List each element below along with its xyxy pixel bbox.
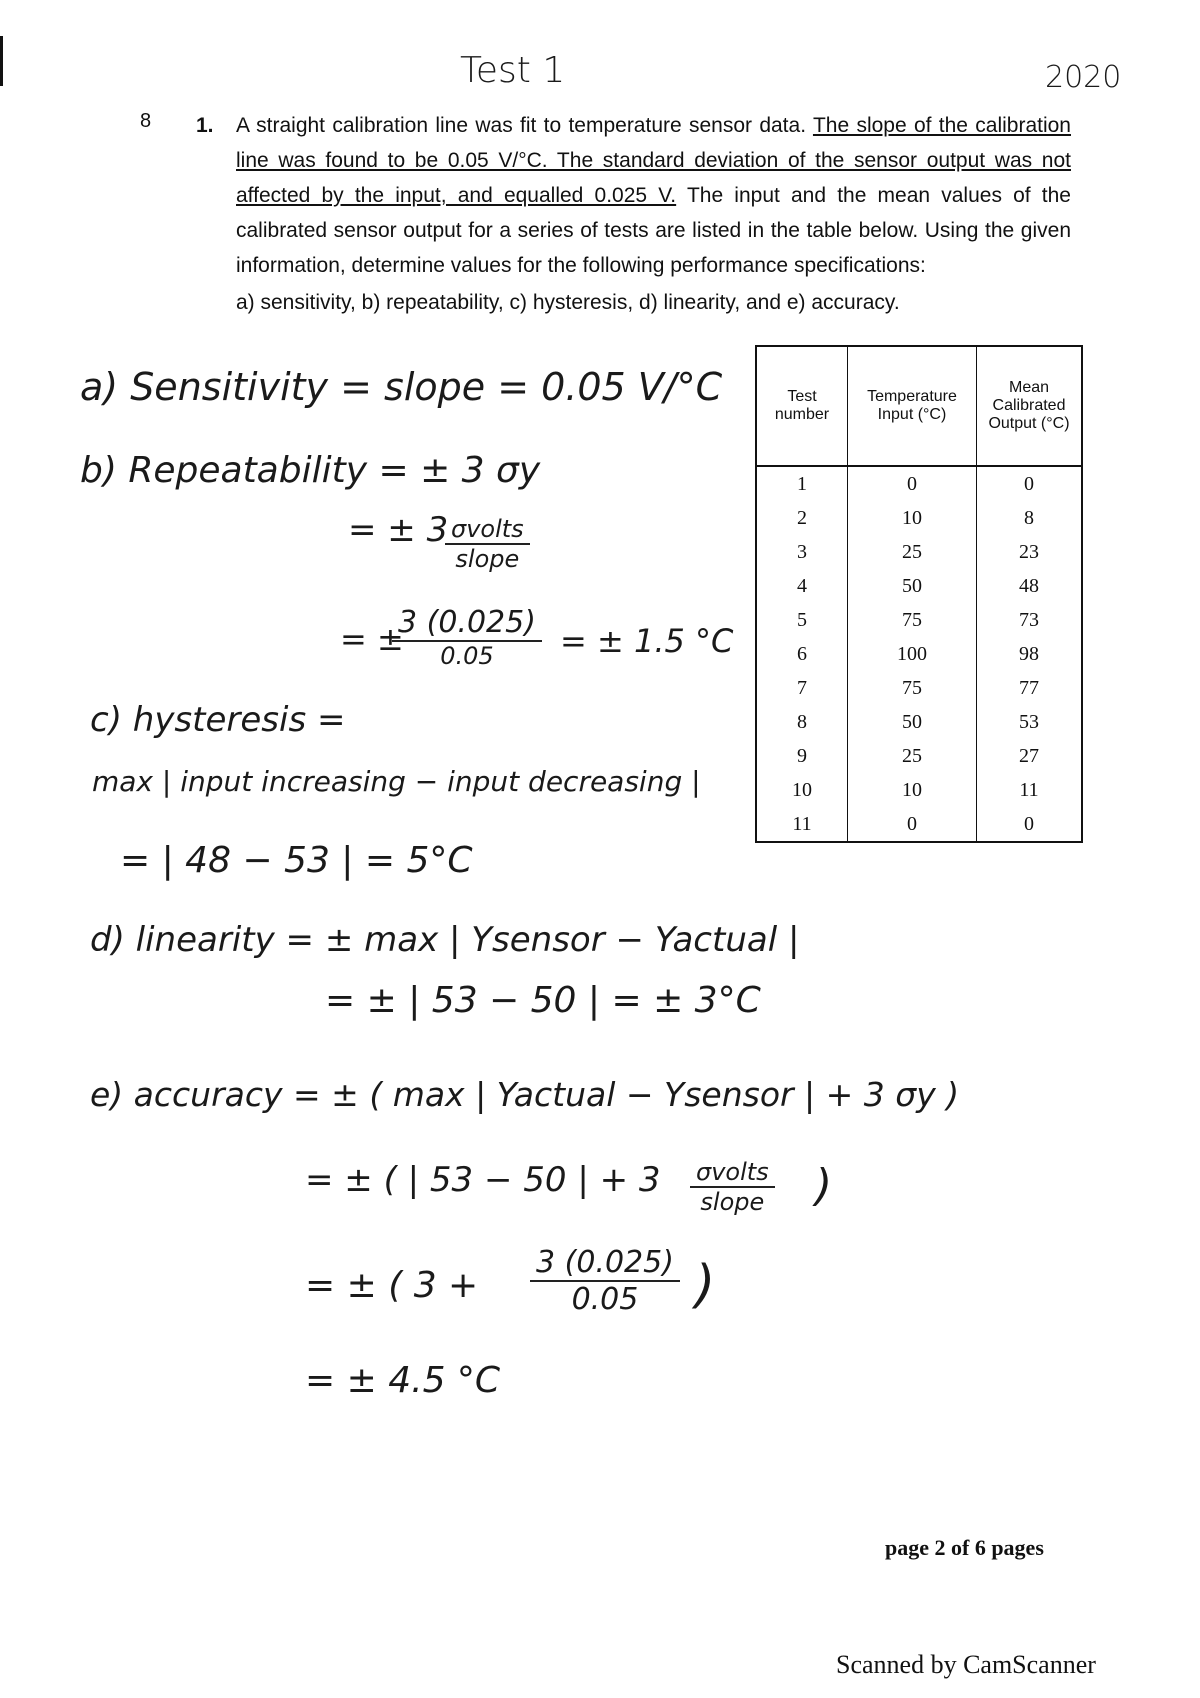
cell-test: 11 <box>756 807 848 842</box>
cell-output: 8 <box>977 501 1083 535</box>
cell-test: 4 <box>756 569 848 603</box>
cell-input: 75 <box>848 671 977 705</box>
cell-test: 6 <box>756 637 848 671</box>
answer-b-step3-fraction <box>392 605 542 670</box>
question-text <box>236 108 1071 283</box>
question-text-underlined: The slope of the calibration line was found to be 0.05 V/°C. The standard deviation of the sensor output was not affected by the input, and equalled 0.025 V. <box>236 114 1071 207</box>
header-test-number: Test number <box>756 346 848 466</box>
fraction-denominator: slope <box>455 545 520 573</box>
handwritten-year: 2020 <box>1045 60 1122 95</box>
cell-input: 75 <box>848 603 977 637</box>
cell-input: 50 <box>848 569 977 603</box>
cell-input: 25 <box>848 535 977 569</box>
table-row <box>756 773 1082 807</box>
cell-output: 11 <box>977 773 1083 807</box>
answer-e-step3-prefix: = ± ( 3 + <box>305 1265 479 1306</box>
answer-a-sensitivity: a) Sensitivity = slope = 0.05 V/°C <box>80 365 723 409</box>
answer-e-step2-fraction <box>690 1158 775 1216</box>
page-number: page 2 of 6 pages <box>885 1535 1044 1560</box>
answer-e-step3-close: ) <box>695 1255 716 1315</box>
table-row <box>756 569 1082 603</box>
cell-output: 98 <box>977 637 1083 671</box>
question-parts: a) sensitivity, b) repeatability, c) hysteresis, d) linearity, and e) accuracy. <box>236 291 900 314</box>
cell-test: 5 <box>756 603 848 637</box>
cell-test: 1 <box>756 466 848 501</box>
cell-input: 50 <box>848 705 977 739</box>
cell-output: 53 <box>977 705 1083 739</box>
calibration-table <box>755 345 1083 843</box>
fraction-denominator: 0.05 <box>440 642 494 670</box>
cell-output: 23 <box>977 535 1083 569</box>
answer-c-hysteresis: c) hysteresis = <box>90 700 346 740</box>
question-marks: 8 <box>140 110 152 132</box>
answer-d-linearity: d) linearity = ± max | Ysensor − Yactual | <box>90 920 800 960</box>
fraction-denominator: 0.05 <box>571 1282 639 1317</box>
answer-b-step2-fraction <box>445 515 530 573</box>
fraction-numerator: σvolts <box>690 1158 775 1188</box>
answer-e-step2-close: ) <box>815 1160 833 1211</box>
table-row <box>756 705 1082 739</box>
table-row <box>756 739 1082 773</box>
cell-input: 10 <box>848 501 977 535</box>
table-row <box>756 807 1082 842</box>
cell-input: 10 <box>848 773 977 807</box>
cell-input: 0 <box>848 466 977 501</box>
question-block <box>196 108 1071 320</box>
cell-test: 3 <box>756 535 848 569</box>
cell-output: 0 <box>977 466 1083 501</box>
cell-input: 100 <box>848 637 977 671</box>
cell-input: 25 <box>848 739 977 773</box>
cell-test: 2 <box>756 501 848 535</box>
answer-b-step2-prefix: = ± 3 <box>348 510 449 550</box>
answer-b-step3-prefix: = ± <box>340 620 404 658</box>
answer-c-definition: max | input increasing − input decreasing | <box>92 765 701 798</box>
cell-output: 48 <box>977 569 1083 603</box>
header-mean-output: Mean Calibrated Output (°C) <box>977 346 1083 466</box>
answer-d-result: = ± | 53 − 50 | = ± 3°C <box>325 980 761 1021</box>
answer-b-repeatability: b) Repeatability = ± 3 σy <box>80 450 541 491</box>
cell-test: 10 <box>756 773 848 807</box>
question-text-intro: A straight calibration line was fit to temperature sensor data. <box>236 114 813 137</box>
question-text-rest: The input and the mean values of the calibrated sensor output for a series of tests are listed in the table below. Using the given information, determine values for the following performance specifications: <box>236 184 1071 277</box>
cell-output: 73 <box>977 603 1083 637</box>
cell-input: 0 <box>848 807 977 842</box>
answer-e-accuracy: e) accuracy = ± ( max | Yactual − Ysensor | + 3 σy ) <box>90 1075 960 1114</box>
question-number: 1. <box>196 114 214 137</box>
table-header-row <box>756 346 1082 466</box>
scan-edge-mark <box>0 36 3 86</box>
cell-test: 7 <box>756 671 848 705</box>
fraction-numerator: 3 (0.025) <box>530 1245 680 1282</box>
table-row <box>756 637 1082 671</box>
answer-e-result: = ± 4.5 °C <box>305 1360 501 1401</box>
fraction-denominator: slope <box>700 1188 765 1216</box>
cell-test: 9 <box>756 739 848 773</box>
cell-output: 77 <box>977 671 1083 705</box>
handwritten-title: Test 1 <box>460 50 566 91</box>
fraction-numerator: σvolts <box>445 515 530 545</box>
answer-c-result: = | 48 − 53 | = 5°C <box>120 840 473 881</box>
cell-test: 8 <box>756 705 848 739</box>
cell-output: 0 <box>977 807 1083 842</box>
answer-e-step3-fraction <box>530 1245 680 1317</box>
answer-b-result: = ± 1.5 °C <box>560 622 734 660</box>
table-row <box>756 671 1082 705</box>
table-row <box>756 501 1082 535</box>
scanner-watermark: Scanned by CamScanner <box>836 1650 1096 1679</box>
cell-output: 27 <box>977 739 1083 773</box>
fraction-numerator: 3 (0.025) <box>392 605 542 642</box>
table-row <box>756 466 1082 501</box>
table-row <box>756 603 1082 637</box>
header-temperature-input: Temperature Input (°C) <box>848 346 977 466</box>
table-row <box>756 535 1082 569</box>
answer-e-step2-prefix: = ± ( | 53 − 50 | + 3 <box>305 1160 661 1200</box>
